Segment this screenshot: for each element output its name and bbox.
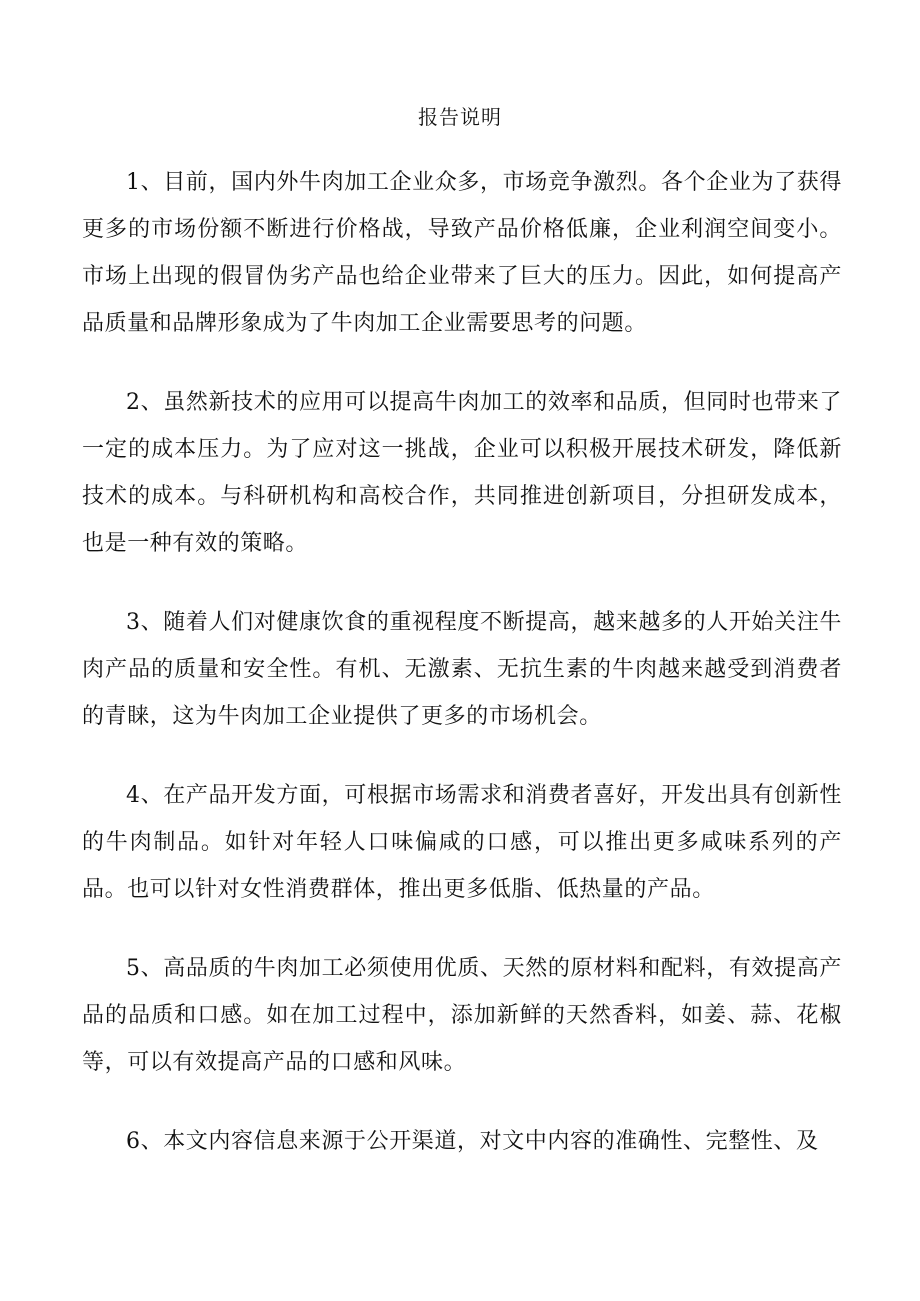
document-body [82,159,842,1197]
page-title: 报告说明 [418,105,502,129]
paragraph-1: 1、目前，国内外牛肉加工企业众多，市场竞争激烈。各个企业为了获得更多的市场份额不断进行价格战，导致产品价格低廉，企业利润空间变小。市场上出现的假冒伪劣产品也给企业带来了巨大的压力。因此，如何提高产品质量和品牌形象成为了牛肉加工企业需要思考的问题。 [82,170,842,336]
paragraph-3: 3、随着人们对健康饮食的重视程度不断提高，越来越多的人开始关注牛肉产品的质量和安全性。有机、无激素、无抗生素的牛肉越来越受到消费者的青睐，这为牛肉加工企业提供了更多的市场机会。 [82,610,842,729]
paragraph-4: 4、在产品开发方面，可根据市场需求和消费者喜好，开发出具有创新性的牛肉制品。如针对年轻人口味偏咸的口感，可以推出更多咸味系列的产品。也可以针对女性消费群体，推出更多低脂、低热量的产品。 [82,783,842,902]
paragraph-6: 6、本文内容信息来源于公开渠道，对文中内容的准确性、完整性、及 [126,1129,819,1154]
paragraph-5: 5、高品质的牛肉加工必须使用优质、天然的原材料和配料，有效提高产品的品质和口感。如在加工过程中，添加新鲜的天然香料，如姜、蒜、花椒等，可以有效提高产品的口感和风味。 [82,956,842,1075]
paragraph-2: 2、虽然新技术的应用可以提高牛肉加工的效率和品质，但同时也带来了一定的成本压力。为了应对这一挑战，企业可以积极开展技术研发，降低新技术的成本。与科研机构和高校合作，共同推进创新项目，分担研发成本，也是一种有效的策略。 [82,390,842,556]
